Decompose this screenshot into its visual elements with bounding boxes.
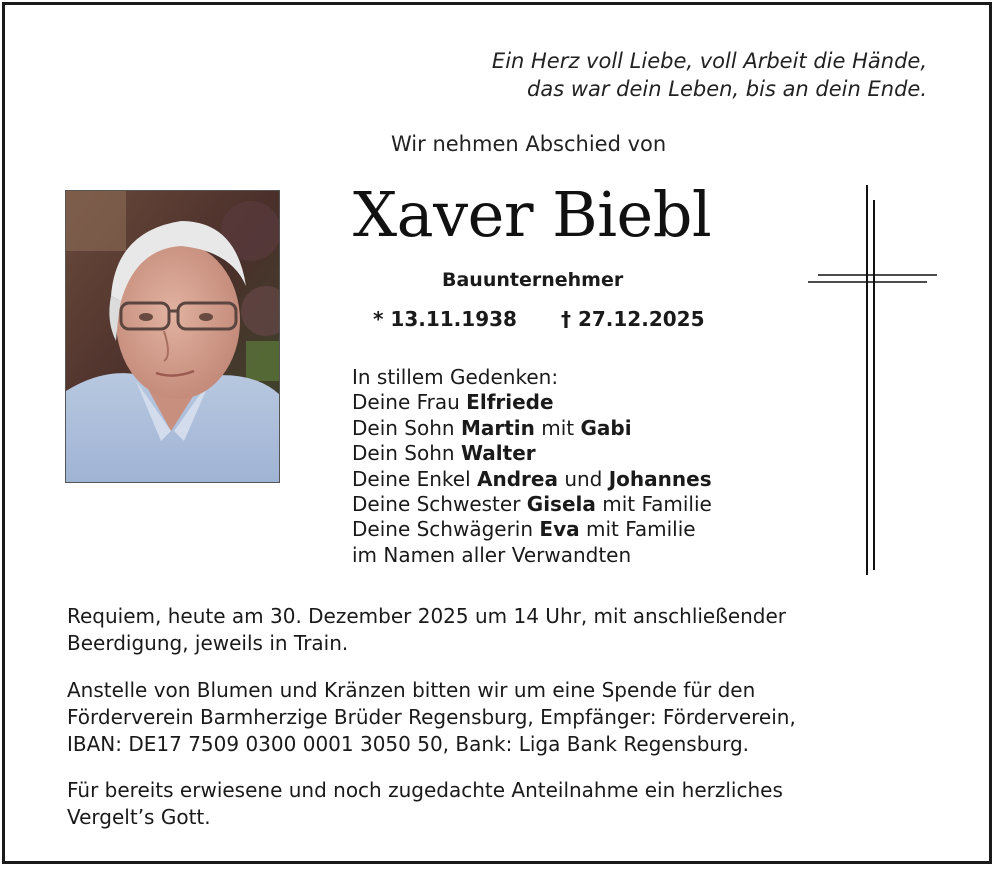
verse <box>492 47 927 103</box>
mourner-name: Gabi <box>580 415 632 440</box>
deceased-name: Xaver Biebl <box>353 178 712 251</box>
mourner-name: Martin <box>460 415 535 440</box>
mourner-name: Gisela <box>526 492 596 517</box>
portrait-photo <box>65 190 280 483</box>
mourner-name: Johannes <box>608 466 712 491</box>
mourner-line <box>352 390 712 415</box>
thanks-notice <box>67 777 783 831</box>
mourners-list <box>352 365 712 568</box>
donation-line-2: Förderverein Barmherzige Brüder Regensburg, Empfänger: Förderverein, <box>67 705 796 729</box>
mourners-closing: im Namen aller Verwandten <box>352 542 632 567</box>
birth-date: * 13.11.1938 <box>373 307 517 331</box>
verse-line-1: Ein Herz voll Liebe, voll Arbeit die Hände, <box>491 49 927 73</box>
mourner-connector: mit <box>534 415 581 440</box>
cross-icon <box>805 185 945 575</box>
mourner-line <box>352 517 712 542</box>
intro-text: Wir nehmen Abschied von <box>391 132 667 156</box>
mourner-connector: und <box>557 466 609 491</box>
thanks-line-1: Für bereits erwiesene und noch zugedachte Anteilnahme ein herzliches <box>67 778 783 802</box>
obituary-card <box>2 2 992 864</box>
mourner-line <box>352 416 712 441</box>
mourner-relation: Deine Schwester <box>352 492 527 517</box>
mourner-connector: mit Familie <box>595 492 712 517</box>
requiem-notice <box>67 603 786 657</box>
verse-line-2: das war dein Leben, bis an dein Ende. <box>527 77 927 101</box>
mourner-line <box>352 492 712 517</box>
mourner-relation: Dein Sohn <box>352 441 461 466</box>
mourner-line <box>352 467 712 492</box>
requiem-line-2: Beerdigung, jeweils in Train. <box>67 631 349 655</box>
thanks-line-2: Vergelt’s Gott. <box>67 805 211 829</box>
mourner-connector: mit Familie <box>579 517 696 542</box>
mourner-relation: Dein Sohn <box>352 415 461 440</box>
occupation: Bauunternehmer <box>442 269 624 291</box>
mourner-name: Eva <box>539 517 580 542</box>
life-dates <box>373 307 705 331</box>
mourner-relation: Deine Frau <box>352 390 467 415</box>
mourner-name: Andrea <box>477 466 558 491</box>
death-date: † 27.12.2025 <box>561 307 705 331</box>
mourner-line <box>352 441 712 466</box>
requiem-line-1: Requiem, heute am 30. Dezember 2025 um 14 Uhr, mit anschließender <box>67 604 787 628</box>
donation-line-1: Anstelle von Blumen und Kränzen bitten wir um eine Spende für den <box>67 678 756 702</box>
mourner-name: Walter <box>460 441 536 466</box>
mourner-name: Elfriede <box>466 390 554 415</box>
donation-line-3: IBAN: DE17 7509 0300 0001 3050 50, Bank: Liga Bank Regensburg. <box>67 732 750 756</box>
mourner-relation: Deine Enkel <box>352 466 477 491</box>
mourner-relation: Deine Schwägerin <box>352 517 540 542</box>
mourners-heading: In stillem Gedenken: <box>352 365 559 389</box>
donation-notice <box>67 677 796 758</box>
